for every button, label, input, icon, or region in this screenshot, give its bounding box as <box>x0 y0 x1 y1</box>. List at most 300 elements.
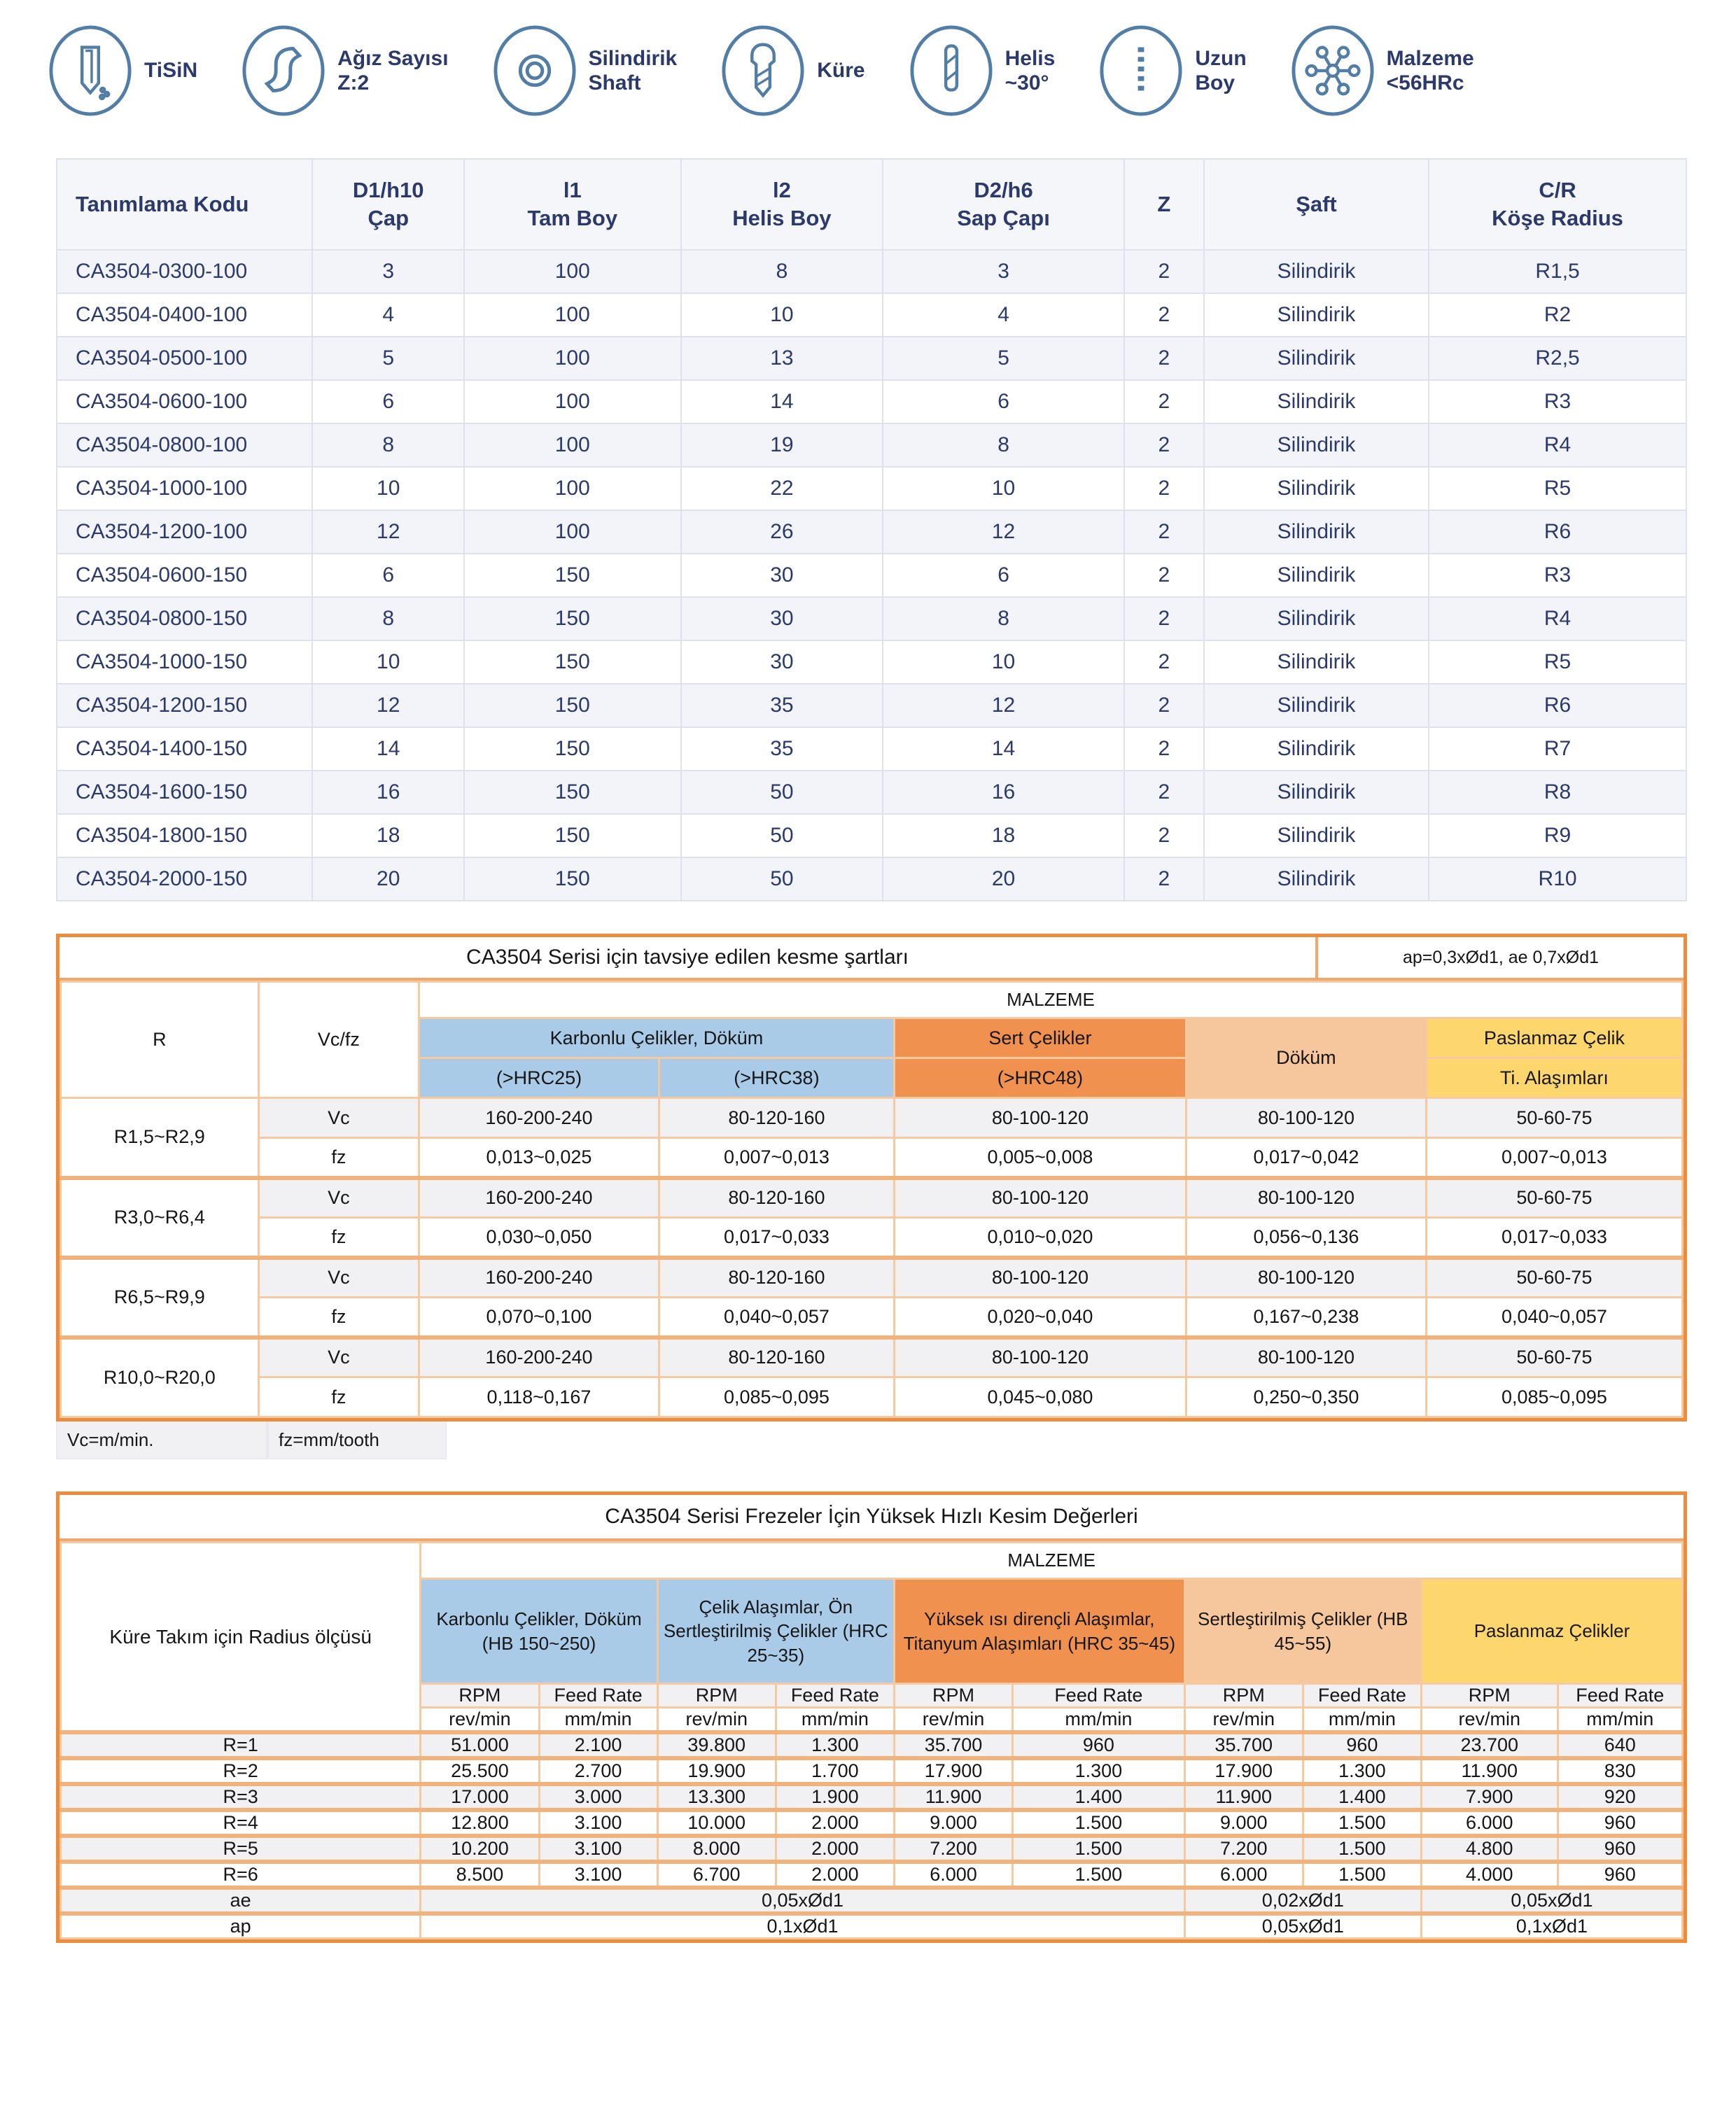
speed-value: 17.900 <box>894 1758 1012 1784</box>
column-header <box>1124 159 1204 250</box>
data-cell: 4 <box>312 293 464 337</box>
r-column-header: R <box>61 982 259 1098</box>
panel-titlebar <box>59 937 1684 981</box>
data-cell: R2,5 <box>1429 337 1686 380</box>
panel-note: ap=0,3xØd1, ae 0,7xØd1 <box>1402 947 1600 967</box>
badge-line: ~30° <box>1004 71 1049 94</box>
material-group-header: Sert Çelikler <box>894 1018 1186 1058</box>
data-cell: 14 <box>883 727 1124 771</box>
feed-header: Feed Rate <box>539 1684 657 1708</box>
speed-value: 1.300 <box>776 1732 894 1758</box>
cutting-conditions-table <box>59 981 1684 1418</box>
data-cell: Silindirik <box>1204 467 1429 510</box>
data-cell: 150 <box>464 554 681 597</box>
ball-nose-icon <box>720 24 806 118</box>
fz-value: 0,056~0,136 <box>1186 1218 1426 1258</box>
data-cell: 12 <box>312 510 464 554</box>
badge-line: <56HRc <box>1386 71 1464 94</box>
badge-tisin <box>48 24 197 118</box>
fz-value: 0,040~0,057 <box>659 1298 894 1338</box>
vc-value: 160-200-240 <box>419 1258 659 1298</box>
data-cell: Silindirik <box>1204 814 1429 857</box>
fz-row <box>61 1298 1683 1338</box>
ap-value: 0,05xØd1 <box>1184 1914 1421 1939</box>
speed-value: 35.700 <box>1184 1732 1303 1758</box>
ap-value: 0,1xØd1 <box>421 1914 1184 1939</box>
vc-value: 160-200-240 <box>419 1338 659 1377</box>
cylindrical-shaft-icon <box>492 24 578 118</box>
data-cell: 100 <box>464 423 681 467</box>
data-cell: CA3504-1200-100 <box>57 510 312 554</box>
data-cell: 18 <box>312 814 464 857</box>
speed-value: 25.500 <box>421 1758 539 1784</box>
radius-label: R=3 <box>61 1784 421 1810</box>
data-cell: CA3504-0800-100 <box>57 423 312 467</box>
speed-value: 640 <box>1558 1732 1682 1758</box>
vc-label: Vc <box>258 1098 419 1138</box>
data-cell: 2 <box>1124 771 1204 814</box>
data-cell: 100 <box>464 293 681 337</box>
data-row drow <box>61 1758 1683 1784</box>
data-cell: 12 <box>883 684 1124 727</box>
data-cell: 26 <box>681 510 883 554</box>
table-row <box>57 467 1686 510</box>
data-cell: Silindirik <box>1204 771 1429 814</box>
data-cell: 20 <box>883 857 1124 901</box>
feed-header: Feed Rate <box>1303 1684 1421 1708</box>
badge-line: Ağız Sayısı <box>337 46 449 70</box>
data-cell: 150 <box>464 727 681 771</box>
feed-unit: mm/min <box>776 1708 894 1733</box>
data-cell: R8 <box>1429 771 1686 814</box>
header-line: Z <box>1157 191 1171 216</box>
badge-label <box>1387 46 1474 96</box>
flute-count-icon <box>241 24 326 118</box>
data-cell: 19 <box>681 423 883 467</box>
data-cell: 30 <box>681 597 883 640</box>
speed-value: 1.500 <box>1303 1836 1421 1862</box>
speed-value: 1.500 <box>1013 1810 1185 1836</box>
speed-value: 11.900 <box>894 1784 1012 1810</box>
material-sub-header: (>HRC48) <box>894 1058 1186 1098</box>
data-cell: 2 <box>1124 640 1204 684</box>
data-cell: 150 <box>464 771 681 814</box>
speed-value: 960 <box>1558 1862 1682 1888</box>
data-cell: 8 <box>312 423 464 467</box>
rpm-unit: rev/min <box>657 1708 776 1733</box>
badge-shaft <box>492 24 678 118</box>
material-group-header: Sertleştirilmiş Çelikler (HB 45~55) <box>1184 1579 1421 1684</box>
vc-value: 80-100-120 <box>894 1178 1186 1218</box>
data-cell: 35 <box>681 684 883 727</box>
speed-value: 6.000 <box>1421 1810 1558 1836</box>
fz-label: fz <box>258 1138 419 1178</box>
vc-value: 50-60-75 <box>1426 1338 1682 1377</box>
data-cell: 10 <box>312 467 464 510</box>
data-cell: 13 <box>681 337 883 380</box>
long-length-icon <box>1098 24 1184 118</box>
feed-unit: mm/min <box>1558 1708 1682 1733</box>
speed-value: 1.400 <box>1303 1784 1421 1810</box>
data-cell: 2 <box>1124 554 1204 597</box>
speed-value: 12.800 <box>421 1810 539 1836</box>
speed-value: 1.700 <box>776 1758 894 1784</box>
panel-title: CA3504 Serisi Frezeler İçin Yüksek Hızlı Kesim Değerleri <box>605 1505 1138 1528</box>
speed-value: 960 <box>1558 1836 1682 1862</box>
data-row drow <box>61 1862 1683 1888</box>
data-cell: 4 <box>883 293 1124 337</box>
data-cell: R6 <box>1429 684 1686 727</box>
speed-value: 6.000 <box>894 1862 1012 1888</box>
speed-value: 1.500 <box>1013 1862 1185 1888</box>
data-row drow <box>61 1732 1683 1758</box>
vc-value: 80-120-160 <box>659 1178 894 1218</box>
vc-label: Vc <box>258 1258 419 1298</box>
table-row <box>57 423 1686 467</box>
data-cell: CA3504-1600-150 <box>57 771 312 814</box>
r-range-label: R6,5~R9,9 <box>61 1258 259 1338</box>
data-cell: 10 <box>883 467 1124 510</box>
table-row <box>57 640 1686 684</box>
data-cell: 30 <box>681 554 883 597</box>
column-header <box>312 159 464 250</box>
feed-unit: mm/min <box>1013 1708 1185 1733</box>
header-line: Sap Çapı <box>957 206 1050 230</box>
header-row <box>57 159 1686 250</box>
helix-angle-icon <box>909 24 994 118</box>
data-cell: 150 <box>464 640 681 684</box>
data-cell: R1,5 <box>1429 250 1686 293</box>
speed-value: 1.500 <box>1303 1862 1421 1888</box>
vc-value: 80-100-120 <box>1186 1178 1426 1218</box>
speed-value: 2.000 <box>776 1862 894 1888</box>
rpm-unit: rev/min <box>1184 1708 1303 1733</box>
radius-label: R=1 <box>61 1732 421 1758</box>
ae-value: 0,05xØd1 <box>421 1888 1184 1914</box>
data-cell: CA3504-1000-150 <box>57 640 312 684</box>
fz-value: 0,013~0,025 <box>419 1138 659 1178</box>
vc-label: Vc <box>258 1178 419 1218</box>
speed-value: 3.000 <box>539 1784 657 1810</box>
column-header <box>681 159 883 250</box>
speed-value: 3.100 <box>539 1810 657 1836</box>
data-cell: 50 <box>681 857 883 901</box>
data-cell: 2 <box>1124 814 1204 857</box>
badge-helix <box>909 24 1056 118</box>
fz-value: 0,250~0,350 <box>1186 1377 1426 1417</box>
speed-value: 2.000 <box>776 1836 894 1862</box>
header-line: l1 <box>563 177 582 202</box>
ae-value: 0,02xØd1 <box>1184 1888 1421 1914</box>
table-row <box>57 337 1686 380</box>
data-row drow <box>61 1784 1683 1810</box>
data-cell: CA3504-1400-150 <box>57 727 312 771</box>
data-cell: 2 <box>1124 250 1204 293</box>
fz-value: 0,017~0,042 <box>1186 1138 1426 1178</box>
data-cell: 3 <box>883 250 1124 293</box>
vc-row <box>61 1258 1683 1298</box>
data-cell: R7 <box>1429 727 1686 771</box>
vc-value: 160-200-240 <box>419 1178 659 1218</box>
table-row <box>57 597 1686 640</box>
radius-label: R=6 <box>61 1862 421 1888</box>
cutting-conditions-panel <box>56 934 1687 1421</box>
data-cell: CA3504-0600-150 <box>57 554 312 597</box>
fz-row <box>61 1377 1683 1417</box>
data-row drow <box>61 1836 1683 1862</box>
header-line: Çap <box>368 206 410 230</box>
speed-value: 7.900 <box>1421 1784 1558 1810</box>
speed-value: 2.000 <box>776 1810 894 1836</box>
table-body <box>57 250 1686 901</box>
feed-unit: mm/min <box>1303 1708 1421 1733</box>
data-cell: CA3504-0400-100 <box>57 293 312 337</box>
data-cell: 5 <box>312 337 464 380</box>
speed-value: 7.200 <box>894 1836 1012 1862</box>
data-cell: 10 <box>883 640 1124 684</box>
data-cell: CA3504-1200-150 <box>57 684 312 727</box>
data-cell: Silindirik <box>1204 857 1429 901</box>
data-cell: 2 <box>1124 597 1204 640</box>
badge-label <box>1195 46 1246 96</box>
table-body <box>61 982 1683 1417</box>
radius-label: R=2 <box>61 1758 421 1784</box>
header-line: Helis Boy <box>732 206 832 230</box>
speed-value: 17.900 <box>1184 1758 1303 1784</box>
vc-value: 80-100-120 <box>894 1258 1186 1298</box>
data-cell: CA3504-0600-100 <box>57 380 312 423</box>
feed-unit: mm/min <box>539 1708 657 1733</box>
table-row <box>57 857 1686 901</box>
data-cell: 100 <box>464 250 681 293</box>
data-cell: Silindirik <box>1204 640 1429 684</box>
speed-value: 960 <box>1303 1732 1421 1758</box>
speed-value: 11.900 <box>1421 1758 1558 1784</box>
vc-row <box>61 1178 1683 1218</box>
column-header <box>1429 159 1686 250</box>
badge-label <box>144 58 197 83</box>
badge-line: Boy <box>1195 71 1236 94</box>
header-line: D1/h10 <box>352 177 424 202</box>
data-cell: 3 <box>312 250 464 293</box>
table-row <box>57 727 1686 771</box>
header-row <box>61 982 1683 1018</box>
radius-column-header: Küre Takım için Radius ölçüsü <box>61 1543 421 1733</box>
speed-value: 2.100 <box>539 1732 657 1758</box>
fz-value: 0,045~0,080 <box>894 1377 1186 1417</box>
header-line: Tam Boy <box>527 206 618 230</box>
speed-value: 3.100 <box>539 1862 657 1888</box>
data-cell: 150 <box>464 597 681 640</box>
fz-value: 0,030~0,050 <box>419 1218 659 1258</box>
feed-header: Feed Rate <box>776 1684 894 1708</box>
rpm-header: RPM <box>1421 1684 1558 1708</box>
vc-value: 80-100-120 <box>1186 1258 1426 1298</box>
tisin-coating-icon <box>48 24 133 118</box>
speed-value: 1.300 <box>1303 1758 1421 1784</box>
ap-value: 0,1xØd1 <box>1421 1914 1682 1939</box>
fz-value: 0,167~0,238 <box>1186 1298 1426 1338</box>
vc-value: 80-120-160 <box>659 1258 894 1298</box>
data-cell: 14 <box>312 727 464 771</box>
data-cell: Silindirik <box>1204 510 1429 554</box>
badge-label <box>817 58 864 83</box>
vc-value: 80-100-120 <box>894 1098 1186 1138</box>
radius-label: R=4 <box>61 1810 421 1836</box>
data-cell: 100 <box>464 510 681 554</box>
data-cell: 2 <box>1124 727 1204 771</box>
data-cell: 16 <box>883 771 1124 814</box>
data-cell: R3 <box>1429 554 1686 597</box>
data-cell: 2 <box>1124 857 1204 901</box>
fz-label: fz <box>258 1298 419 1338</box>
speed-value: 17.000 <box>421 1784 539 1810</box>
data-cell: CA3504-0500-100 <box>57 337 312 380</box>
data-cell: R2 <box>1429 293 1686 337</box>
column-header <box>1204 159 1429 250</box>
material-hardness-icon <box>1290 24 1376 118</box>
speed-value: 23.700 <box>1421 1732 1558 1758</box>
high-speed-panel <box>56 1491 1687 1943</box>
data-cell: Silindirik <box>1204 337 1429 380</box>
panel-titlebar <box>59 1495 1684 1541</box>
speed-value: 2.700 <box>539 1758 657 1784</box>
malzeme-header: MALZEME <box>421 1543 1683 1579</box>
data-cell: 2 <box>1124 467 1204 510</box>
badge-flute-count <box>241 24 448 118</box>
speed-value: 1.300 <box>1013 1758 1185 1784</box>
fz-value: 0,007~0,013 <box>1426 1138 1682 1178</box>
speed-value: 10.200 <box>421 1836 539 1862</box>
data-cell: 150 <box>464 857 681 901</box>
fz-label: fz <box>258 1218 419 1258</box>
header-line: D2/h6 <box>974 177 1033 202</box>
badge-label <box>337 46 448 96</box>
data-cell: 30 <box>681 640 883 684</box>
data-cell: Silindirik <box>1204 293 1429 337</box>
speed-value: 4.800 <box>1421 1836 1558 1862</box>
material-group-header: Paslanmaz Çelik <box>1426 1018 1682 1058</box>
data-cell: CA3504-1800-150 <box>57 814 312 857</box>
data-cell: 2 <box>1124 293 1204 337</box>
footnotes <box>56 1421 1687 1459</box>
speed-value: 51.000 <box>421 1732 539 1758</box>
data-cell: Silindirik <box>1204 380 1429 423</box>
material-sub-header: Ti. Alaşımları <box>1426 1058 1682 1098</box>
r-range-label: R3,0~R6,4 <box>61 1178 259 1258</box>
fz-unit-note: fz=mm/tooth <box>267 1421 447 1459</box>
data-cell: 50 <box>681 814 883 857</box>
data-cell: CA3504-0800-150 <box>57 597 312 640</box>
high-speed-table <box>59 1541 1684 1939</box>
rpm-unit: rev/min <box>1421 1708 1558 1733</box>
data-cell: 6 <box>883 380 1124 423</box>
data-cell: 35 <box>681 727 883 771</box>
rpm-header: RPM <box>1184 1684 1303 1708</box>
fz-value: 0,007~0,013 <box>659 1138 894 1178</box>
data-cell: 8 <box>883 597 1124 640</box>
fz-label: fz <box>258 1377 419 1417</box>
fz-value: 0,040~0,057 <box>1426 1298 1682 1338</box>
badge-label <box>1005 46 1056 96</box>
rpm-header: RPM <box>657 1684 776 1708</box>
badge-line: Küre <box>817 59 865 83</box>
rpm-unit: rev/min <box>421 1708 539 1733</box>
badge-ball-nose <box>720 24 864 118</box>
radius-label: R=5 <box>61 1836 421 1862</box>
data-cell: CA3504-0300-100 <box>57 250 312 293</box>
fz-value: 0,005~0,008 <box>894 1138 1186 1178</box>
fz-row <box>61 1138 1683 1178</box>
table-row <box>57 250 1686 293</box>
data-cell: 12 <box>883 510 1124 554</box>
badge-line: Helis <box>1004 46 1056 70</box>
table-row <box>57 293 1686 337</box>
speed-value: 3.100 <box>539 1836 657 1862</box>
material-group-header: Karbonlu Çelikler, Döküm <box>419 1018 895 1058</box>
speed-value: 35.700 <box>894 1732 1012 1758</box>
data-cell: 2 <box>1124 510 1204 554</box>
vc-value: 80-100-120 <box>894 1338 1186 1377</box>
data-cell: 150 <box>464 684 681 727</box>
speed-value: 9.000 <box>894 1810 1012 1836</box>
data-cell: Silindirik <box>1204 250 1429 293</box>
ae-row drow <box>61 1888 1683 1914</box>
data-cell: 8 <box>312 597 464 640</box>
material-sub-header: (>HRC25) <box>419 1058 659 1098</box>
data-cell: R10 <box>1429 857 1686 901</box>
r-range-label: R1,5~R2,9 <box>61 1098 259 1178</box>
fz-value: 0,070~0,100 <box>419 1298 659 1338</box>
speed-value: 1.500 <box>1303 1810 1421 1836</box>
speed-value: 19.900 <box>657 1758 776 1784</box>
speed-value: 9.000 <box>1184 1810 1303 1836</box>
data-cell: 100 <box>464 337 681 380</box>
speed-value: 10.000 <box>657 1810 776 1836</box>
fz-value: 0,085~0,095 <box>659 1377 894 1417</box>
speed-value: 7.200 <box>1184 1836 1303 1862</box>
data-cell: CA3504-1000-100 <box>57 467 312 510</box>
data-cell: 2 <box>1124 337 1204 380</box>
data-cell: R4 <box>1429 597 1686 640</box>
vc-label: Vc <box>258 1338 419 1377</box>
data-cell: R9 <box>1429 814 1686 857</box>
badge-line: TiSiN <box>144 59 198 83</box>
data-cell: Silindirik <box>1204 684 1429 727</box>
vc-value: 80-120-160 <box>659 1338 894 1377</box>
ae-label: ae <box>61 1888 421 1914</box>
data-cell: R6 <box>1429 510 1686 554</box>
data-cell: 16 <box>312 771 464 814</box>
data-cell: CA3504-2000-150 <box>57 857 312 901</box>
data-cell: 8 <box>883 423 1124 467</box>
data-cell: R3 <box>1429 380 1686 423</box>
vc-value: 80-100-120 <box>1186 1098 1426 1138</box>
table-body <box>61 1543 1683 1939</box>
ae-value: 0,05xØd1 <box>1421 1888 1682 1914</box>
ap-label: ap <box>61 1914 421 1939</box>
table-row <box>57 814 1686 857</box>
vc-value: 50-60-75 <box>1426 1258 1682 1298</box>
data-cell: 2 <box>1124 684 1204 727</box>
data-cell: 18 <box>883 814 1124 857</box>
data-cell: R5 <box>1429 640 1686 684</box>
badge-label <box>589 46 678 96</box>
malzeme-header: MALZEME <box>419 982 1683 1018</box>
data-cell: 14 <box>681 380 883 423</box>
table-row <box>57 510 1686 554</box>
data-cell: Silindirik <box>1204 554 1429 597</box>
